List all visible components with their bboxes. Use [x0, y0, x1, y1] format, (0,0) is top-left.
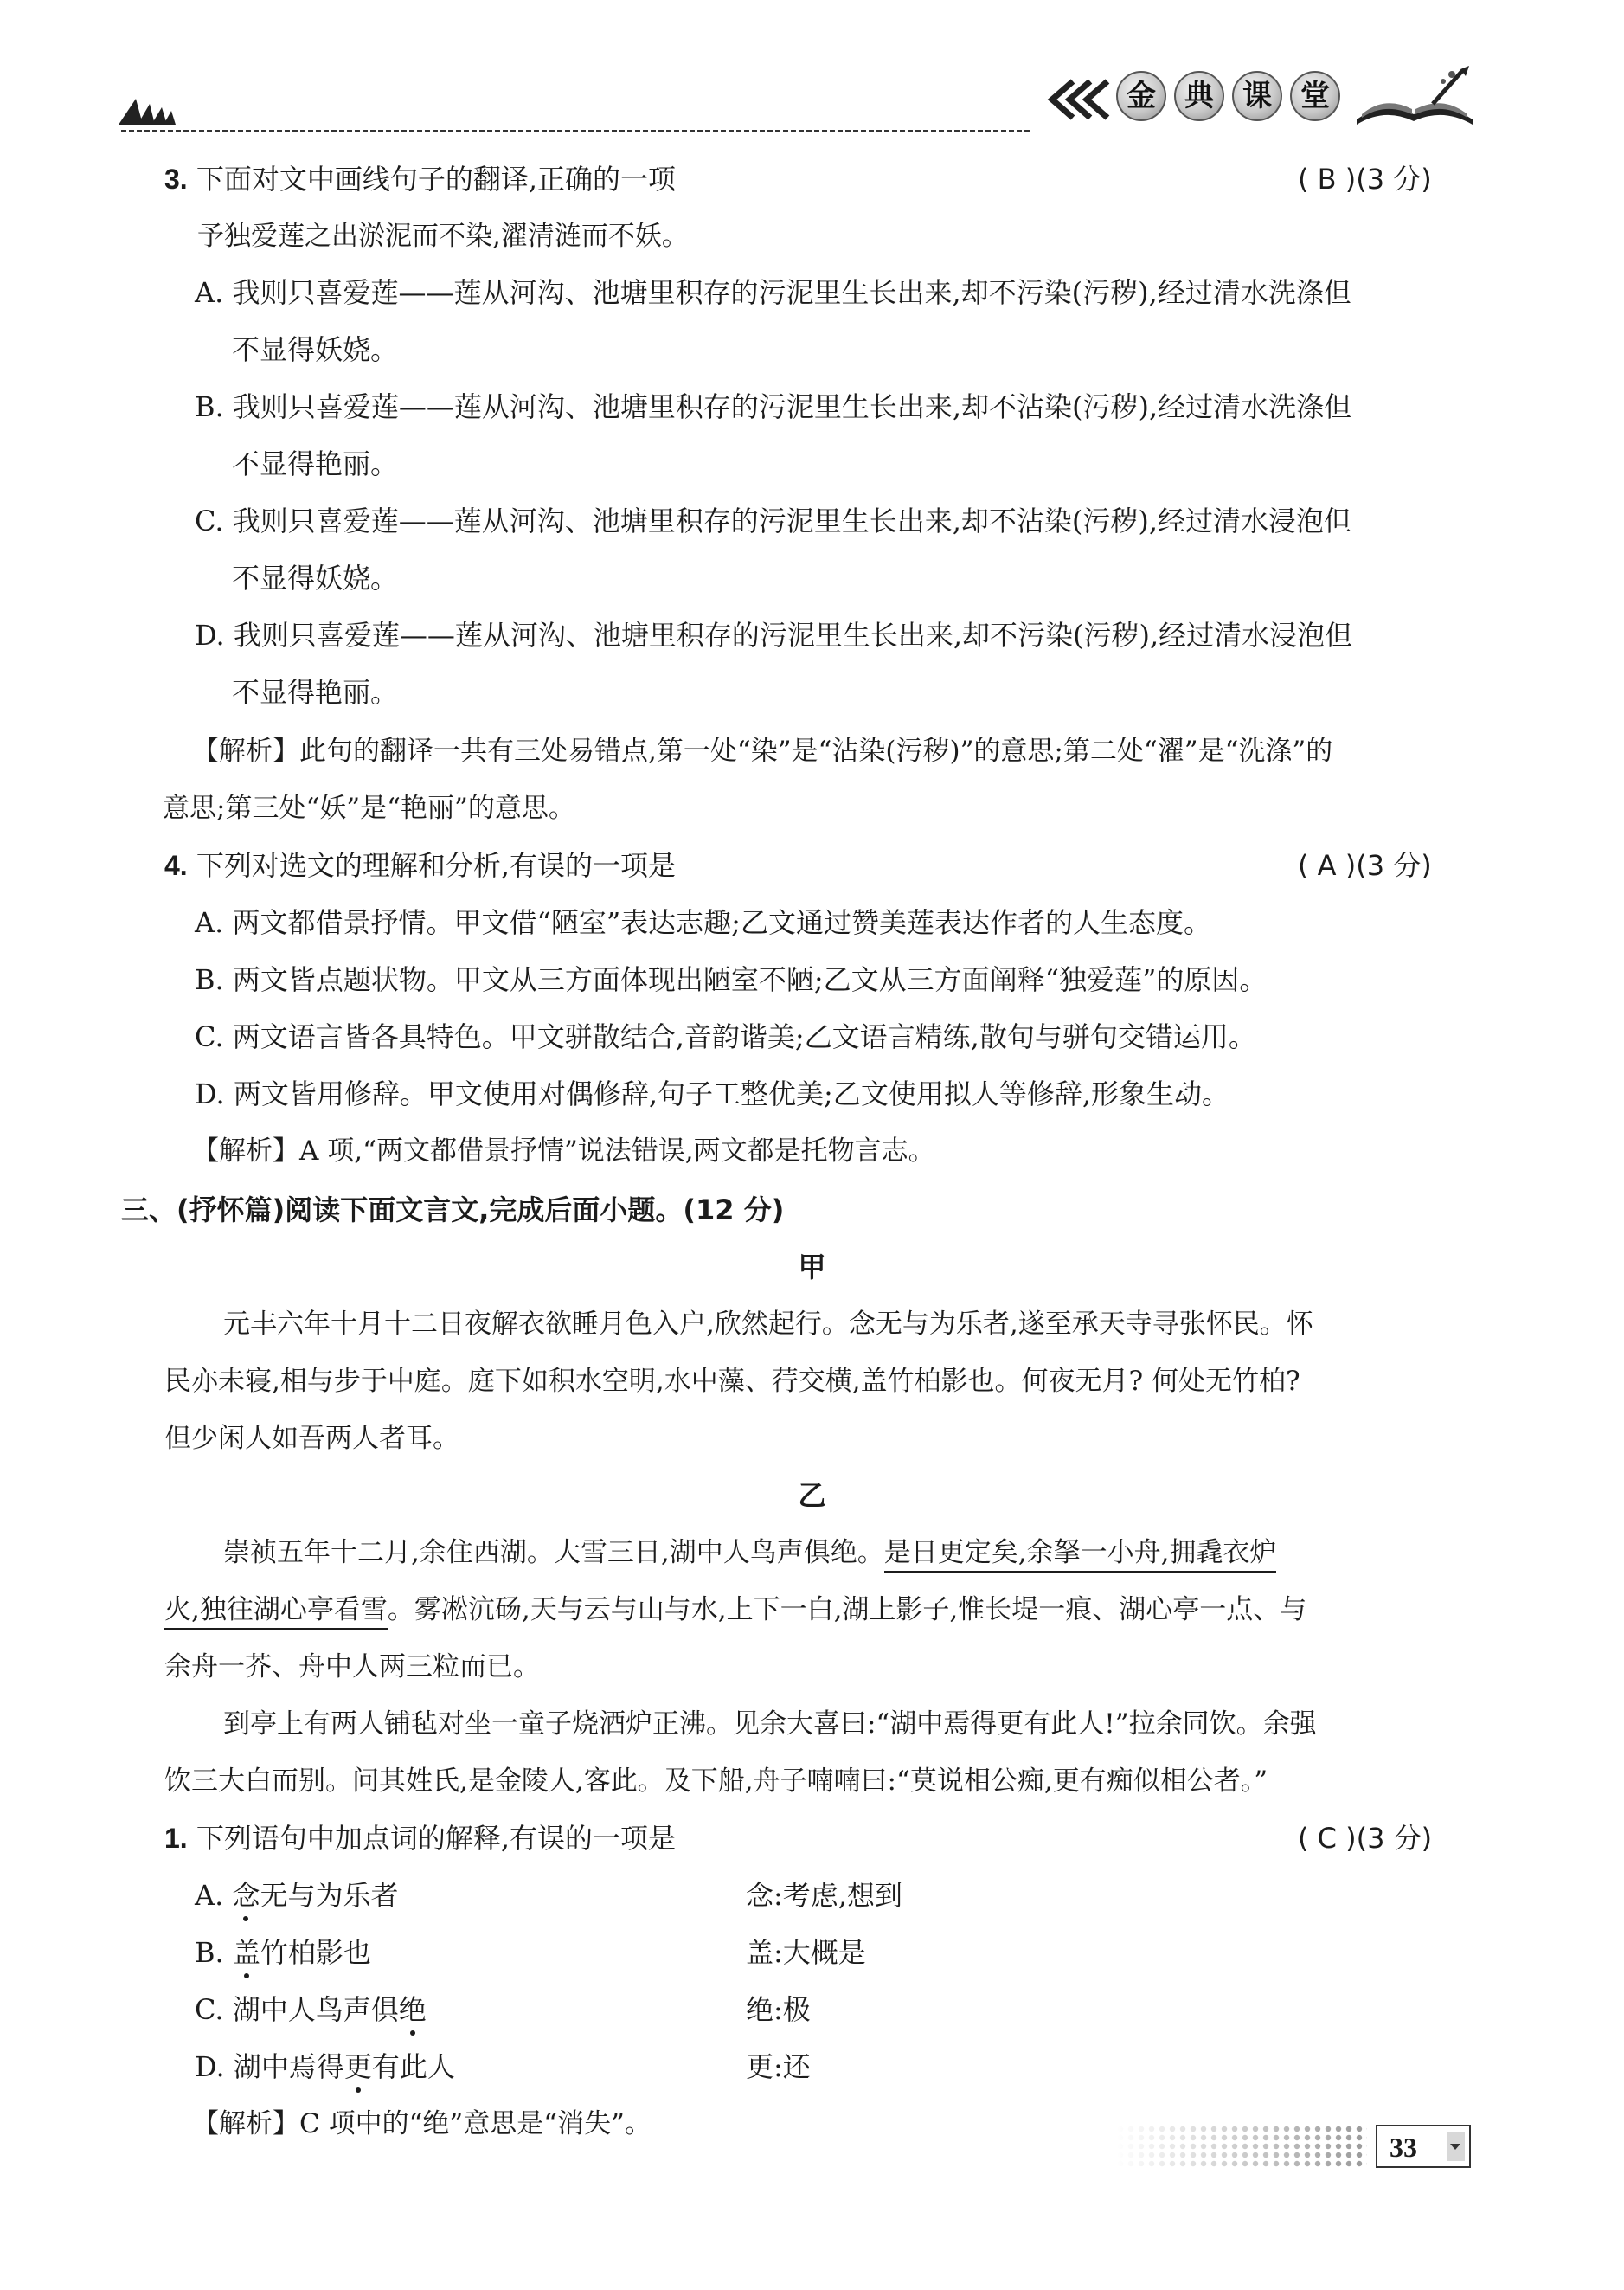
passage-jia-line1: 元丰六年十月十二日夜解衣欲睡月色入户,欣然起行。念无与为乐者,遂至承天寺寻张怀民。怀: [223, 1309, 1313, 1340]
option-b: B. 盖竹柏影也: [195, 1936, 371, 1969]
question-stem: 下面对文中画线句子的翻译,正确的一项: [196, 163, 677, 196]
option-a: A. 两文都借景抒情。甲文借“陋室”表达志趣;乙文通过赞美莲表达作者的人生态度。: [195, 906, 1211, 939]
analysis: 【解析】C 项中的“绝”意思是“消失”。: [192, 2108, 652, 2139]
page-number-box: [1376, 2125, 1471, 2168]
dotted-word: 绝: [398, 1993, 427, 2026]
option-d-gloss: 更:还: [746, 2050, 811, 2083]
option-b-line2: 不显得艳丽。: [232, 447, 399, 480]
triangle-down-icon: [1450, 2144, 1460, 2151]
quoted-sentence: 予独爱莲之出淤泥而不染,濯清涟而不妖。: [197, 221, 689, 252]
dotted-word: 盖: [232, 1936, 260, 1969]
option-d: D. 湖中焉得更有此人: [195, 2050, 455, 2083]
passage-yi-line1: [223, 1535, 1276, 1570]
question-number: 4.: [164, 850, 188, 881]
question-number: 1.: [164, 1823, 188, 1854]
dot-pattern-decoration: [1116, 2125, 1367, 2168]
option-a: A. 念无与为乐者: [195, 1879, 399, 1912]
passage-yi-line3: 余舟一芥、舟中人两三粒而已。: [164, 1651, 540, 1682]
passage-yi-line4: 到亭上有两人铺毡对坐一童子烧酒炉正沸。见余大喜曰:“湖中焉得更有此人!”拉余同饮。余强: [223, 1708, 1317, 1740]
brand-char-2: 典: [1174, 71, 1224, 121]
option-c-gloss: 绝:极: [746, 1993, 811, 2026]
analysis-line1: 【解析】此句的翻译一共有三处易错点,第一处“染”是“沾染(污秽)”的意思;第二处“濯”是“洗涤”的: [192, 736, 1333, 767]
option-b: B. 两文皆点题状物。甲文从三方面体现出陋室不陋;乙文从三方面阐释“独爱莲”的原因。: [195, 963, 1268, 996]
passage-jia-line3: 但少闲人如吾两人者耳。: [164, 1423, 459, 1454]
page-number: 33: [1390, 2132, 1417, 2163]
triangles-icon: [117, 95, 177, 126]
answer-mark: ( B )(3 分): [1298, 163, 1432, 196]
header-dashed-rule: [121, 130, 1030, 132]
option-a-line2: 不显得妖娆。: [232, 333, 399, 366]
option-a-gloss: 念:考虑,想到: [746, 1879, 902, 1912]
underlined-sentence-cont: 火,独往湖心亭看雪: [164, 1594, 388, 1630]
passage-text: 。雾凇沆砀,天与云与山与水,上下一白,湖上影子,惟长堤一痕、湖心亭一点、与: [387, 1594, 1307, 1625]
dotted-word: 更: [343, 2050, 372, 2083]
option-a-line1: A. 我则只喜爱莲——莲从河沟、池塘里积存的污泥里生长出来,却不污染(污秽),经过清水洗涤但: [195, 276, 1351, 309]
analysis: 【解析】A 项,“两文都借景抒情”说法错误,两文都是托物言志。: [192, 1135, 935, 1167]
passage-text: 崇祯五年十二月,余住西湖。大雪三日,湖中人鸟声俱绝。: [223, 1537, 884, 1568]
underlined-sentence: 是日更定矣,余拏一小舟,拥毳衣炉: [884, 1537, 1277, 1573]
passage-yi-title: 乙: [798, 1479, 826, 1512]
passage-jia-title: 甲: [798, 1251, 826, 1283]
answer-mark: ( A )(3 分): [1298, 849, 1432, 882]
open-book-pen-icon: [1350, 66, 1480, 128]
passage-yi-line2: [164, 1592, 1306, 1627]
option-d: D. 两文皆用修辞。甲文使用对偶修辞,句子工整优美;乙文使用拟人等修辞,形象生动。: [195, 1077, 1229, 1110]
option-d-line1: D. 我则只喜爱莲——莲从河沟、池塘里积存的污泥里生长出来,却不污染(污秽),经过清水浸泡但: [195, 619, 1353, 652]
option-c-line2: 不显得妖娆。: [232, 562, 399, 595]
option-b-line1: B. 我则只喜爱莲——莲从河沟、池塘里积存的污泥里生长出来,却不沾染(污秽),经过清水洗涤但: [195, 390, 1352, 423]
option-b-gloss: 盖:大概是: [746, 1936, 866, 1969]
brand-char-1: 金: [1116, 71, 1166, 121]
option-c: C. 两文语言皆各具特色。甲文骈散结合,音韵谐美;乙文语言精练,散句与骈句交错运用。: [195, 1020, 1256, 1053]
analysis-line2: 意思;第三处“妖”是“艳丽”的意思。: [163, 793, 575, 824]
chevrons-icon: [1038, 78, 1116, 121]
question-number: 3.: [164, 164, 188, 195]
brand-char-4: 堂: [1290, 71, 1340, 121]
dotted-word: 念: [232, 1879, 260, 1912]
brand-char-3: 课: [1232, 71, 1282, 121]
passage-yi-line5: 饮三大白而别。问其姓氏,是金陵人,客此。及下船,舟子喃喃曰:“莫说相公痴,更有痴似相公者。”: [164, 1766, 1268, 1797]
question-stem: 下列对选文的理解和分析,有误的一项是: [196, 849, 677, 882]
answer-mark: ( C )(3 分): [1298, 1822, 1433, 1855]
section-heading: 三、(抒怀篇)阅读下面文言文,完成后面小题。(12 分): [121, 1193, 785, 1226]
question-stem: 下列语句中加点词的解释,有误的一项是: [196, 1822, 677, 1855]
option-d-line2: 不显得艳丽。: [232, 676, 399, 709]
passage-jia-line2: 民亦未寝,相与步于中庭。庭下如积水空明,水中藻、荇交横,盖竹柏影也。何夜无月? 何处无竹柏?: [164, 1366, 1300, 1397]
option-c-line1: C. 我则只喜爱莲——莲从河沟、池塘里积存的污泥里生长出来,却不沾染(污秽),经过清水浸泡但: [195, 505, 1352, 537]
option-c: C. 湖中人鸟声俱绝: [195, 1993, 427, 2026]
